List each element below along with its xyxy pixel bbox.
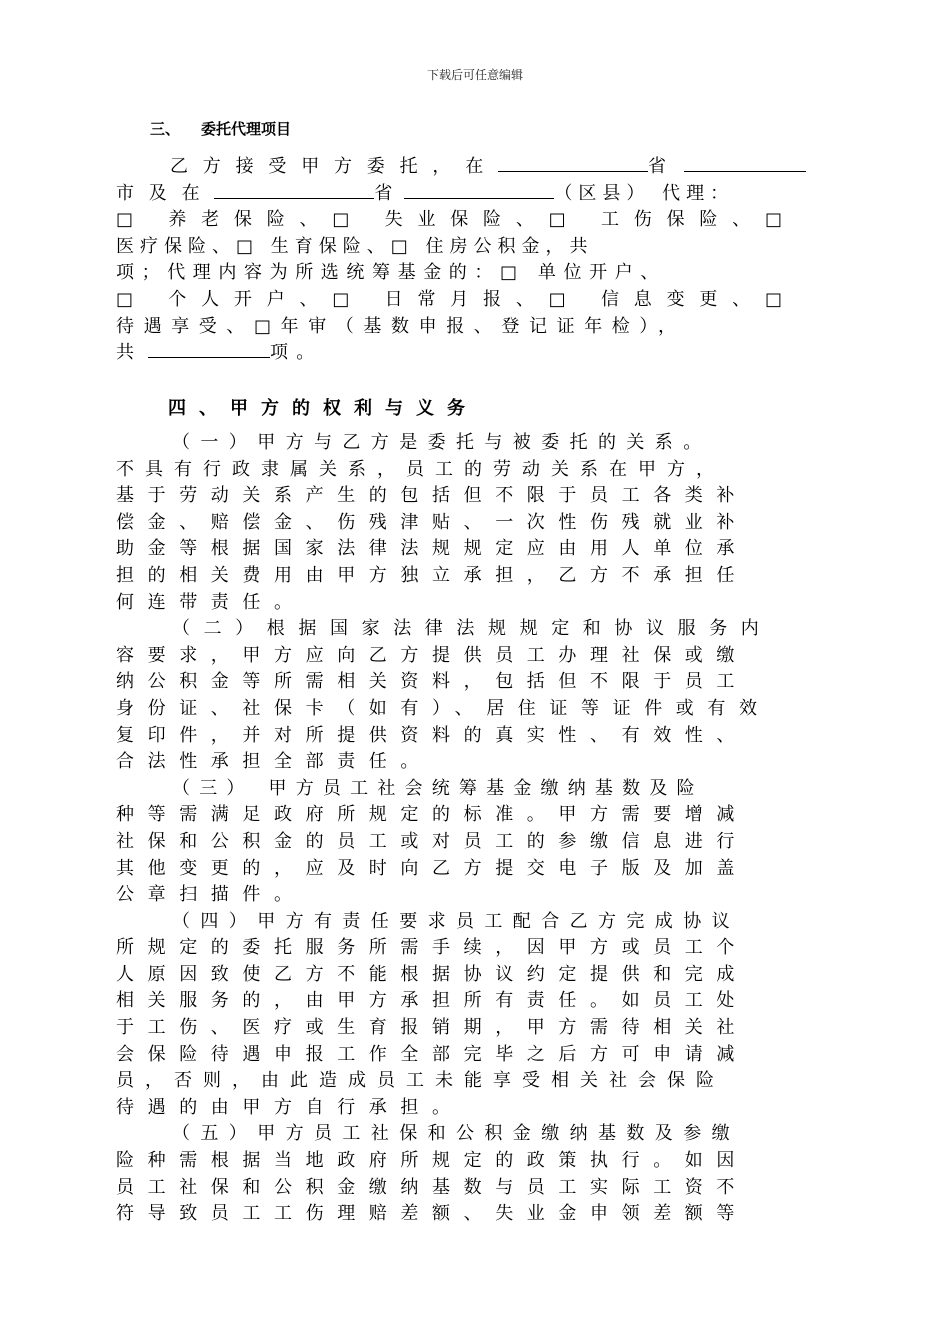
section-3-number: 三、 [150,120,181,138]
text-line: 基于劳动关系产生的包括但不限于员工各类补 [116,485,748,507]
text-segment: 乙方接受甲方委托，在 [170,156,498,177]
paragraph-first-line: （三） 甲方员工社会统筹基金缴纳基数及险 [172,777,704,799]
text-segment: 省 [374,182,393,204]
text-segment: 市及在 [116,182,215,204]
text-line: 种等需满足政府所规定的标准。甲方需要增减 [116,804,748,826]
text-line: 身份证、社保卡（如有）、居住证等证件或有效 [116,697,771,719]
text-segment: （区县） 代理： [554,182,735,204]
section-4-body [116,430,836,1228]
text-line: 社保和公积金的员工或对员工的参缴信息进行 [116,830,748,852]
section-3-heading [150,118,291,139]
text-line: 何连带责任。 [116,591,306,613]
text-line: 其他变更的，应及时向乙方提交电子版及加盖 [116,857,748,879]
text-line: 复印件，并对所提供资料的真实性、有效性、 [116,724,748,746]
text-line: □ 养老保险、□ 失业保险、□ 工伤保险、□ [116,209,797,231]
text-line: 担的相关费用由甲方独立承担，乙方不承担任 [116,564,748,586]
page-header-note: 下载后可任意编辑 [426,68,523,82]
text-line: 纳公积金等所需相关资料，包括但不限于员工 [116,671,748,693]
text-line: 容要求，甲方应向乙方提供员工办理社保或缴 [116,644,748,666]
text-line: □ 个人开户、□ 日常月报、□ 信息变更、□ [116,288,797,310]
text-line: 员工社保和公积金缴纳基数与员工实际工资不 [116,1176,748,1198]
text-line: 待遇的由甲方自行承担。 [116,1096,464,1118]
paragraph-first-line: （五）甲方员工社保和公积金缴纳基数及参缴 [172,1123,740,1145]
text-line: 待遇享受、□年审（基数申报、登记证年检）， [116,315,686,337]
fill-in-blank[interactable] [684,155,806,172]
text-line [116,340,836,367]
text-line [116,154,836,181]
fill-in-blank[interactable] [404,182,554,199]
section-4-heading: 四、甲方的权利与义务 [168,398,478,419]
text-segment: 共 [116,342,134,364]
text-line: 项；代理内容为所选统筹基金的：□ 单位开户、 [116,262,666,284]
text-line: 助金等根据国家法律法规规定应由用人单位承 [116,538,748,560]
text-line: 不具有行政隶属关系，员工的劳动关系在甲方， [116,458,725,480]
text-line [116,181,836,208]
text-line: 医疗保险、□ 生育保险、□ 住房公积金，共 [116,235,594,257]
text-line: 人原因致使乙方不能根据协议约定提供和完成 [116,963,748,985]
section-3-body [116,154,836,367]
text-segment: 省 [648,156,666,177]
paragraph-first-line: （四）甲方有责任要求员工配合乙方完成协议 [172,910,740,932]
paragraph-first-line: （二）根据国家法律法规规定和协议服务内 [172,618,773,640]
text-line: 会保险待遇申报工作全部完毕之后方可申请减 [116,1043,748,1065]
text-line: 公章扫描件。 [116,884,306,906]
paragraph-first-line: （一）甲方与乙方是委托与被委托的关系。 [172,432,712,453]
text-line: 于工伤、医疗或生育报销期，甲方需待相关社 [116,1017,748,1039]
text-line: 险种需根据当地政府所规定的政策执行。如因 [116,1150,748,1172]
fill-in-blank[interactable] [214,182,374,199]
section-3-title: 委托代理项目 [201,120,292,138]
text-segment: 项。 [270,342,323,364]
fill-in-blank[interactable] [148,341,270,358]
text-line: 员，否则，由此造成员工未能享受相关社会保险 [116,1070,725,1092]
text-line: 所规定的委托服务所需手续，因甲方或员工个 [116,937,748,959]
text-line: 偿金、赔偿金、伤残津贴、一次性伤残就业补 [116,511,748,533]
text-line: 相关服务的，由甲方承担所有责任。如员工处 [116,990,748,1012]
fill-in-blank[interactable] [498,155,648,172]
text-line: 合法性承担全部责任。 [116,751,432,773]
text-line: 符导致员工工伤理赔差额、失业金申领差额等 [116,1203,748,1225]
